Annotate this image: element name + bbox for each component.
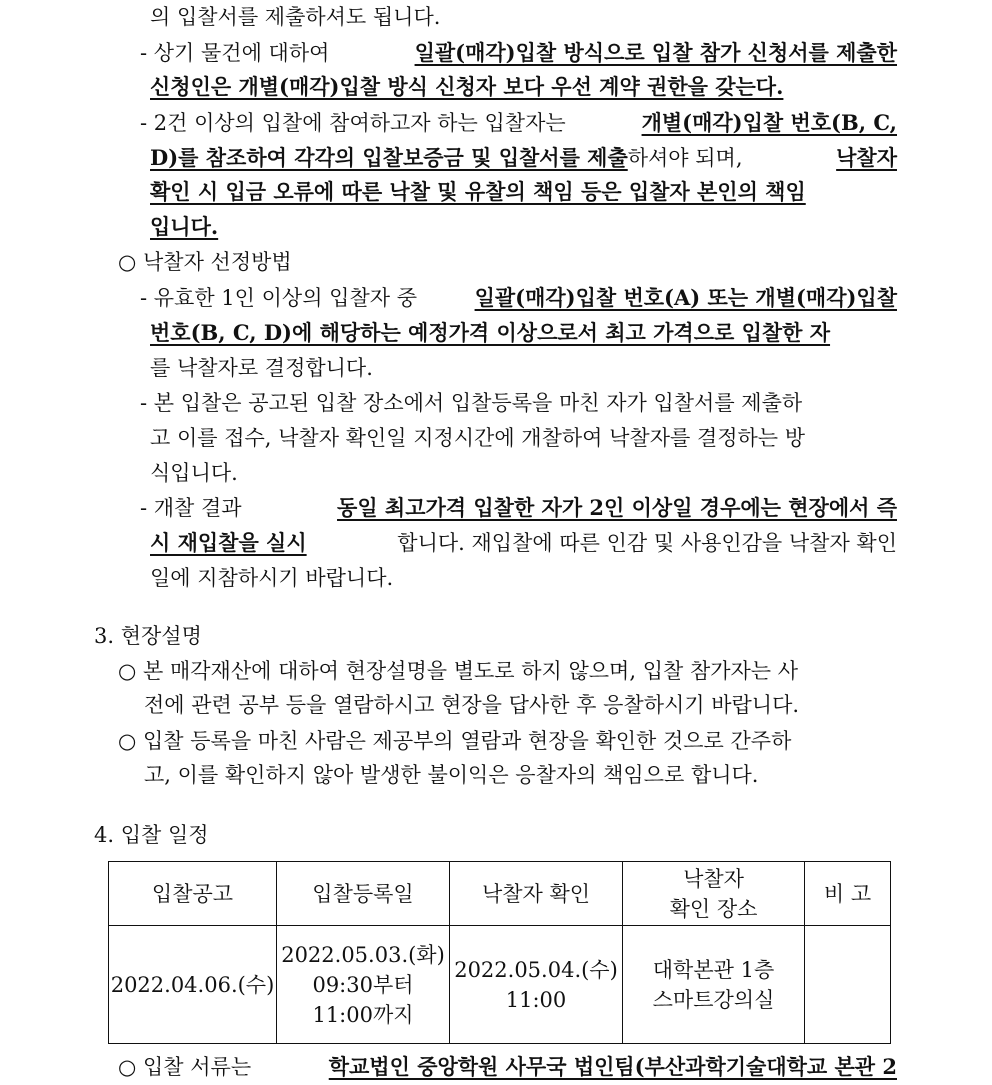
paragraph-line bbox=[118, 1052, 897, 1082]
bullet-text: 고 이를 접수, 낙찰자 확인일 지정시간에 개찰하여 낙찰자를 결정하는 방 bbox=[150, 426, 806, 450]
bullet-line bbox=[150, 143, 897, 173]
subsection-heading bbox=[118, 247, 292, 277]
bullet-text: - 유효한 1인 이상의 입찰자 중 bbox=[140, 286, 417, 310]
paragraph-line bbox=[144, 690, 870, 720]
emphasis-text: 개별(매각)입찰 번호(B, C, bbox=[641, 110, 897, 135]
bullet-text: 일에 지참하시기 바랍니다. bbox=[150, 566, 394, 590]
cell-line: 09:30부터 bbox=[312, 972, 414, 997]
bullet-text: - 2건 이상의 입찰에 참여하고자 하는 입찰자는 bbox=[140, 111, 566, 135]
bullet-line bbox=[150, 212, 218, 242]
table-cell bbox=[450, 926, 623, 1044]
table-cell: 2022.04.06.(수) bbox=[109, 926, 277, 1044]
paragraph-line bbox=[118, 726, 897, 756]
bullet-text: 합니다. 재입찰에 따른 인감 및 사용인감을 낙찰자 확인 bbox=[397, 531, 897, 555]
emphasis-text: 신청인은 개별(매각)입찰 방식 신청자 보다 우선 계약 권한을 갖는다. bbox=[150, 74, 784, 99]
cell-line: 2022.05.03.(화) bbox=[281, 942, 445, 967]
table-cell bbox=[623, 926, 805, 1044]
cell-line: 대학본관 1층 bbox=[652, 957, 775, 982]
table-cell bbox=[805, 926, 891, 1044]
emphasis-text: 낙찰자 bbox=[836, 145, 897, 170]
bullet-text: - 본 입찰은 공고된 입찰 장소에서 입찰등록을 마친 자가 입찰서를 제출하 bbox=[140, 391, 803, 415]
bullet-line bbox=[150, 177, 897, 207]
bullet-line bbox=[150, 563, 393, 593]
table-header-cell: 비 고 bbox=[805, 862, 891, 926]
emphasis-text: 일괄(매각)입찰 번호(A) 또는 개별(매각)입찰 bbox=[474, 285, 897, 310]
emphasis-text: D)를 참조하여 각각의 입찰보증금 및 입찰서를 제출 bbox=[150, 145, 628, 170]
table-row bbox=[109, 926, 891, 1044]
cell-line: 11:00 bbox=[505, 987, 567, 1012]
paragraph-text: 의 입찰서를 제출하셔도 됩니다. bbox=[150, 5, 441, 29]
heading-text: ○ 낙찰자 선정방법 bbox=[118, 250, 292, 274]
text-line bbox=[150, 2, 440, 32]
emphasis-text: 확인 시 입금 오류에 따른 낙찰 및 유찰의 책임 등은 입찰자 본인의 책임 bbox=[150, 179, 806, 204]
paragraph-text: 고, 이를 확인하지 않아 발생한 불이익은 응찰자의 책임으로 합니다. bbox=[144, 763, 759, 787]
bullet-text: - 상기 물건에 대하여 bbox=[140, 41, 330, 65]
section-title: 3. 현장설명 bbox=[94, 624, 202, 648]
cell-line: 스마트강의실 bbox=[652, 987, 775, 1012]
emphasis-text: 학교법인 중앙학원 사무국 법인팀(부산과학기술대학교 본관 2 bbox=[328, 1054, 897, 1079]
schedule-table bbox=[108, 861, 891, 1044]
bullet-line bbox=[140, 283, 897, 313]
paragraph-line bbox=[118, 656, 897, 686]
bullet-line bbox=[150, 458, 238, 488]
table-cell bbox=[277, 926, 450, 1044]
table-header-cell bbox=[623, 862, 805, 926]
bullet-line bbox=[150, 528, 897, 558]
emphasis-text: 일괄(매각)입찰 방식으로 입찰 참가 신청서를 제출한 bbox=[414, 40, 897, 65]
bullet-line bbox=[150, 353, 373, 383]
bullet-line bbox=[150, 423, 897, 453]
emphasis-text: 번호(B, C, D)에 해당하는 예정가격 이상으로서 최고 가격으로 입찰한 자 bbox=[150, 320, 831, 345]
header-line: 낙찰자 bbox=[683, 866, 744, 891]
bullet-line bbox=[150, 72, 839, 102]
table-header-cell: 입찰등록일 bbox=[277, 862, 450, 926]
emphasis-text: 시 재입찰을 실시 bbox=[150, 530, 307, 555]
bullet-line bbox=[140, 388, 897, 418]
bullet-text: - 개찰 결과 bbox=[140, 496, 242, 520]
bullet-line bbox=[140, 38, 897, 68]
header-line: 확인 장소 bbox=[669, 896, 758, 921]
bullet-line bbox=[150, 318, 897, 348]
bullet-text: 식입니다. bbox=[150, 461, 238, 485]
table-header-cell: 입찰공고 bbox=[109, 862, 277, 926]
paragraph-line bbox=[144, 760, 824, 790]
emphasis-text: 입니다. bbox=[150, 214, 219, 239]
bullet-text: 를 낙찰자로 결정합니다. bbox=[150, 356, 373, 380]
section-title: 4. 입찰 일정 bbox=[94, 823, 209, 847]
emphasis-text: 동일 최고가격 입찰한 자가 2인 이상일 경우에는 현장에서 즉 bbox=[337, 495, 897, 520]
cell-line: 11:00까지 bbox=[312, 1002, 414, 1027]
paragraph-text: ○ 입찰 서류는 bbox=[118, 1055, 252, 1079]
table-header-row bbox=[109, 862, 891, 926]
paragraph-text: ○ 입찰 등록을 마친 사람은 제공부의 열람과 현장을 확인한 것으로 간주하 bbox=[118, 729, 792, 753]
paragraph-text: 전에 관련 공부 등을 열람하시고 현장을 답사한 후 응찰하시기 바랍니다. bbox=[144, 693, 800, 717]
bullet-line bbox=[140, 493, 897, 523]
paragraph-text: ○ 본 매각재산에 대하여 현장설명을 별도로 하지 않으며, 입찰 참가자는 사 bbox=[118, 659, 799, 683]
cell-line: 2022.05.04.(수) bbox=[454, 957, 618, 982]
table-header-cell: 낙찰자 확인 bbox=[450, 862, 623, 926]
bullet-line bbox=[140, 108, 897, 138]
bullet-text: 하셔야 되며, bbox=[627, 146, 743, 170]
